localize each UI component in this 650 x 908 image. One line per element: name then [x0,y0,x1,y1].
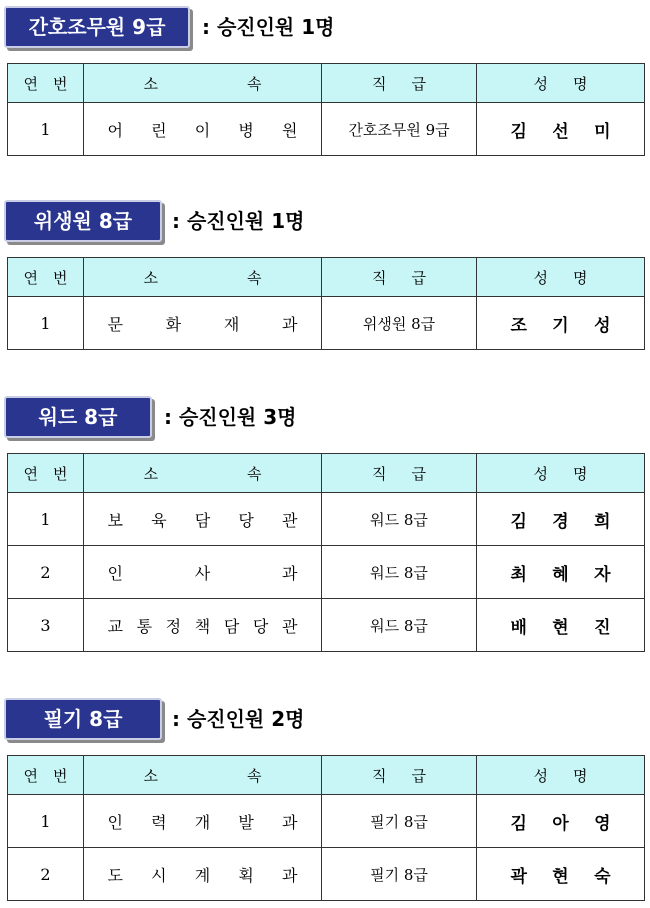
name-cell: 조 기 성 [477,297,645,350]
promotion-count: : 승진인원 1명 [202,15,335,39]
name-cell: 최 혜 자 [477,546,645,599]
promotion-count: : 승진인원 3명 [164,405,297,429]
name-cell: 김 아 영 [477,795,645,848]
grade-section [0,698,650,887]
table-row [8,297,645,350]
header-rank: 직 급 [322,454,477,493]
grade-section [0,396,650,638]
header-dept: 소 속 [84,258,322,297]
header-row [8,756,645,795]
rank-cell: 워드 8급 [322,599,477,652]
row-number: 3 [8,599,84,652]
rank-cell: 워드 8급 [322,546,477,599]
department-cell: 인 사 과 [84,546,322,599]
grade-title-badge: 필기 8급 [4,698,162,740]
promotion-count: : 승진인원 1명 [172,209,305,233]
department-cell: 도 시 계 획 과 [84,848,322,901]
row-number: 1 [8,297,84,350]
header-dept: 소 속 [84,64,322,103]
row-number: 1 [8,103,84,156]
rank-cell: 간호조무원 9급 [322,103,477,156]
rank-cell: 워드 8급 [322,493,477,546]
header-dept: 소 속 [84,454,322,493]
name-cell: 김 선 미 [477,103,645,156]
department-cell: 문 화 재 과 [84,297,322,350]
table-row [8,493,645,546]
header-name: 성 명 [477,258,645,297]
header-no: 연 번 [8,756,84,795]
header-no: 연 번 [8,258,84,297]
header-rank: 직 급 [322,756,477,795]
rank-cell: 필기 8급 [322,848,477,901]
grade-title-badge: 워드 8급 [4,396,152,438]
header-dept: 소 속 [84,756,322,795]
table-row [8,103,645,156]
header-row [8,454,645,493]
department-cell: 교 통 정 책 담 당 관 [84,599,322,652]
table-row [8,795,645,848]
section-header [0,200,650,248]
grade-section [0,6,650,142]
header-rank: 직 급 [322,64,477,103]
header-rank: 직 급 [322,258,477,297]
name-cell: 배 현 진 [477,599,645,652]
department-cell: 보 육 담 당 관 [84,493,322,546]
department-cell: 인 력 개 발 과 [84,795,322,848]
table-row [8,546,645,599]
header-no: 연 번 [8,454,84,493]
department-cell: 어 린 이 병 원 [84,103,322,156]
promotion-table [7,257,645,350]
row-number: 2 [8,848,84,901]
grade-title-badge: 위생원 8급 [4,200,162,242]
promotion-table [7,453,645,652]
promotion-table [7,755,645,901]
header-no: 연 번 [8,64,84,103]
section-header [0,6,650,54]
header-name: 성 명 [477,64,645,103]
section-header [0,396,650,444]
promotion-count: : 승진인원 2명 [172,707,305,731]
section-header [0,698,650,746]
header-row [8,64,645,103]
grade-section [0,200,650,336]
name-cell: 곽 현 숙 [477,848,645,901]
header-name: 성 명 [477,454,645,493]
rank-cell: 필기 8급 [322,795,477,848]
promotion-table [7,63,645,156]
row-number: 1 [8,795,84,848]
row-number: 2 [8,546,84,599]
header-row [8,258,645,297]
rank-cell: 위생원 8급 [322,297,477,350]
table-row [8,599,645,652]
name-cell: 김 경 희 [477,493,645,546]
header-name: 성 명 [477,756,645,795]
row-number: 1 [8,493,84,546]
table-row [8,848,645,901]
grade-title-badge: 간호조무원 9급 [4,6,190,48]
